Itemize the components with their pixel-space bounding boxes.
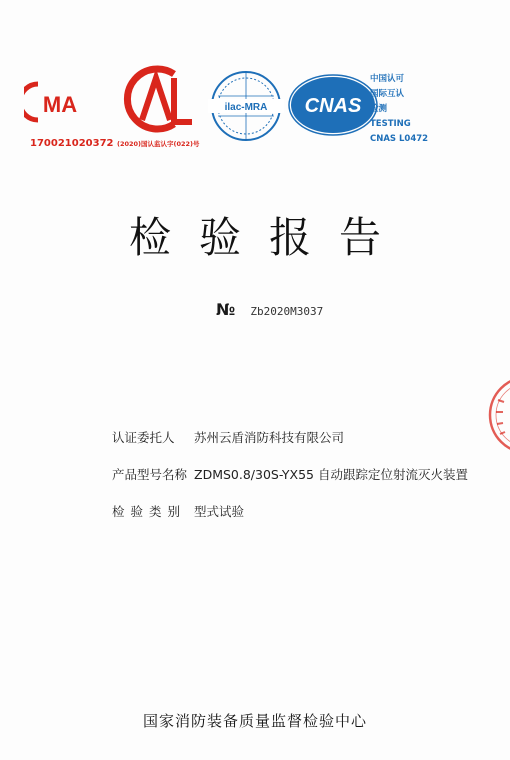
cnas-line: 检测 — [370, 104, 388, 114]
field-row-client — [112, 428, 468, 465]
product-label: 产品型号名称 — [112, 467, 188, 482]
report-number — [216, 300, 323, 319]
cma-logo — [24, 78, 92, 126]
client-label: 认证委托人 — [112, 430, 175, 445]
issuing-organization: 国家消防装备质量监督检验中心 — [142, 712, 367, 730]
cal-logo — [112, 64, 202, 134]
red-seal-stamp — [480, 370, 510, 460]
svg-text:MA: MA — [42, 92, 78, 117]
cnas-recognition-text — [370, 72, 428, 147]
product-value: ZDMS0.8/30S-YX55 自动跟踪定位射流灭火装置 — [194, 467, 468, 482]
svg-text:CNAS: CNAS — [304, 95, 362, 117]
report-title: 检验报告 — [128, 213, 409, 262]
accreditation-note: (2020)国认监认字(022)号 — [116, 140, 200, 148]
svg-text:ilac-MRA: ilac-MRA — [224, 102, 268, 113]
ilac-mra-logo — [204, 66, 288, 146]
number-symbol: № — [216, 300, 236, 319]
field-row-product — [112, 465, 468, 502]
accreditation-number: 170021020372 — [30, 138, 114, 149]
accreditation-id — [30, 138, 200, 149]
accreditation-logos — [24, 62, 494, 152]
category-value: 型式试验 — [194, 504, 245, 519]
report-fields — [112, 428, 468, 539]
cnas-logo — [286, 72, 380, 138]
client-value: 苏州云盾消防科技有限公司 — [194, 430, 345, 445]
cnas-line: CNAS L0472 — [370, 134, 429, 144]
field-row-category — [112, 502, 468, 539]
cnas-line: TESTING — [370, 119, 411, 129]
category-label: 检验类别 — [112, 504, 187, 519]
report-number-value: Zb2020M3037 — [250, 305, 324, 318]
cnas-line: 国际互认 — [370, 89, 405, 99]
cnas-line: 中国认可 — [370, 74, 405, 84]
